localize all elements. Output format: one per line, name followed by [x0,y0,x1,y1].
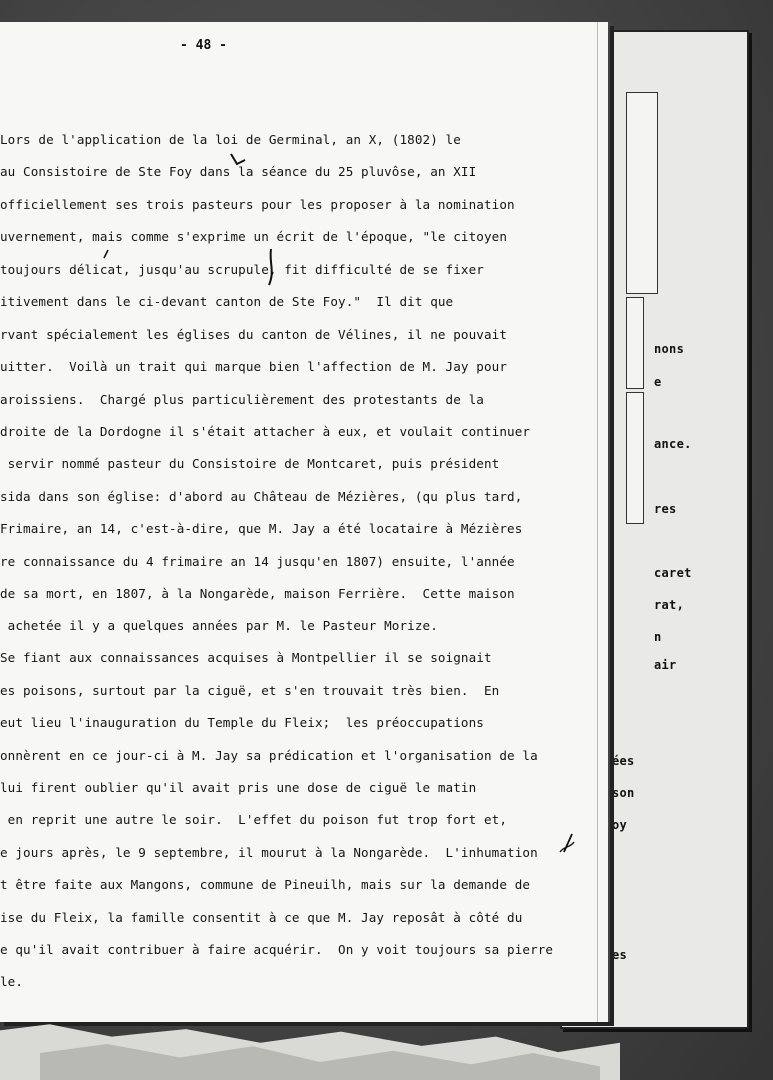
text-line: uvernement, mais comme s'exprime un écrit de l'époque, "le citoyen [0,229,508,244]
page-tab [626,92,658,294]
text-line: Frimaire, an 14, c'est-à-dire, que M. Jay a été locataire à Mézières [0,521,523,536]
page-tab [626,392,644,524]
text-line: lui firent oublier qu'il avait pris une dose de ciguë le matin [0,780,477,795]
text-line: droite de la Dordogne il s'était attacher à eux, et voulait continuer [0,424,531,439]
text-line: itivement dans le ci-devant canton de Ste Foy." Il dit que [0,294,454,309]
back-page-fragment: caret [654,566,692,580]
text-line: t être faite aux Mangons, commune de Pineuilh, mais sur la demande de [0,877,531,892]
text-line: aroissiens. Chargé plus particulièrement des protestants de la [0,392,484,407]
page-tab [626,297,644,389]
back-page-fragment: res [654,502,677,516]
back-page-fragment: ance. [654,437,692,451]
text-line: e jours après, le 9 septembre, il mourut à la Nongarède. L'inhumation [0,845,538,860]
text-line: rvant spécialement les églises du canton de Vélines, il ne pouvait [0,327,508,342]
back-page-fragment: nons [654,342,685,356]
text-line: re connaissance du 4 frimaire an 14 jusqu'en 1807) ensuite, l'année [0,554,515,569]
text-line: officiellement ses trois pasteurs pour les proposer à la nomination [0,197,515,212]
back-page-fragment: e [654,375,662,389]
text-line: Lors de l'application de la loi de Germinal, an X, (1802) le [0,132,461,147]
text-line: onnèrent en ce jour-ci à M. Jay sa prédication et l'organisation de la [0,748,538,763]
text-line: e qu'il avait contribuer à faire acquérir. On y voit toujours sa pierre [0,942,554,957]
text-line: le. [0,974,24,989]
page-number: - 48 - [180,38,227,53]
text-line: eut lieu l'inauguration du Temple du Fleix; les préoccupations [0,715,484,730]
back-page-fragment: n [654,630,662,644]
text-line: ise du Fleix, la famille consentit à ce que M. Jay reposât à côté du [0,910,523,925]
text-line: uitter. Voilà un trait qui marque bien l'affection de M. Jay pour [0,359,508,374]
text-line: Se fiant aux connaissances acquises à Montpellier il se soignait [0,650,492,665]
back-page-fragment: es [612,948,628,962]
back-page-fragment: oy [612,818,628,832]
text-line: es poisons, surtout par la ciguë, et s'en trouvait très bien. En [0,683,500,698]
back-page-fragment: air [654,658,677,672]
text-line: au Consistoire de Ste Foy dans la séance du 25 pluvôse, an XII [0,164,477,179]
typed-page [0,22,610,1022]
text-line: achetée il y a quelques années par M. le Pasteur Morize. [0,618,438,633]
back-page-fragment: rat, [654,598,685,612]
back-page-fragment: ées [612,754,635,768]
text-line: en reprit une autre le soir. L'effet du poison fut trop fort et, [0,812,508,827]
text-line: sida dans son église: d'abord au Château de Mézières, (qu plus tard, [0,489,523,504]
text-line: servir nommé pasteur du Consistoire de Montcaret, puis président [0,456,500,471]
text-line: de sa mort, en 1807, à la Nongarède, maison Ferrière. Cette maison [0,586,515,601]
back-page-fragment: son [612,786,635,800]
text-line: toujours délicat, jusqu'au scrupule, fit difficulté de se fixer [0,262,484,277]
